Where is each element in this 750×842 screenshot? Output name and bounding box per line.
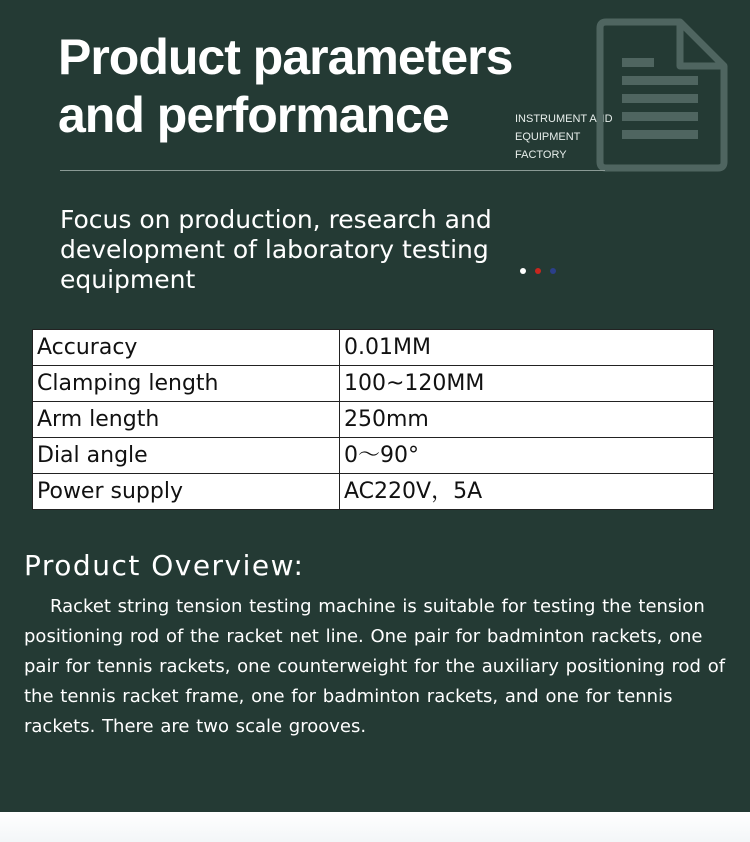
param-value: 0.01MM	[340, 330, 714, 366]
title-line-2: and performance	[58, 87, 449, 143]
factory-line-2: EQUIPMENT	[515, 131, 581, 143]
param-value: 0～90°	[340, 438, 714, 474]
page-title	[58, 28, 512, 144]
focus-statement: Focus on production, research and development of laboratory testing equipment	[60, 205, 492, 294]
param-name: Arm length	[33, 402, 340, 438]
param-name: Dial angle	[33, 438, 340, 474]
param-value: AC220V，5A	[340, 474, 714, 510]
factory-line-3: FACTORY	[515, 149, 567, 161]
table-row	[33, 402, 714, 438]
next-section-edge	[0, 812, 750, 842]
dot-blue	[550, 268, 556, 274]
table-row	[33, 474, 714, 510]
param-value: 250mm	[340, 402, 714, 438]
overview-body: Racket string tension testing machine is suitable for testing the tension positioning rod of the racket net line. One pair for badminton rackets, one pair for tennis rackets, one counterweight for the auxiliary positioning rod of the tennis racket frame, one for badminton rackets, and one for tennis rackets. There are two scale grooves.	[24, 596, 726, 737]
table-row	[33, 330, 714, 366]
factory-line-1: INSTRUMENT AND	[515, 113, 613, 125]
param-value: 100~120MM	[340, 366, 714, 402]
table-row	[33, 366, 714, 402]
dot-red	[535, 268, 541, 274]
header-divider	[60, 170, 605, 171]
document-icon	[594, 18, 730, 172]
param-name: Clamping length	[33, 366, 340, 402]
param-name: Accuracy	[33, 330, 340, 366]
title-line-1: Product parameters	[58, 29, 513, 85]
parameters-table	[32, 329, 714, 510]
overview-title: Product Overview:	[24, 549, 305, 582]
dot-white	[520, 268, 526, 274]
param-name: Power supply	[33, 474, 340, 510]
table-row	[33, 438, 714, 474]
